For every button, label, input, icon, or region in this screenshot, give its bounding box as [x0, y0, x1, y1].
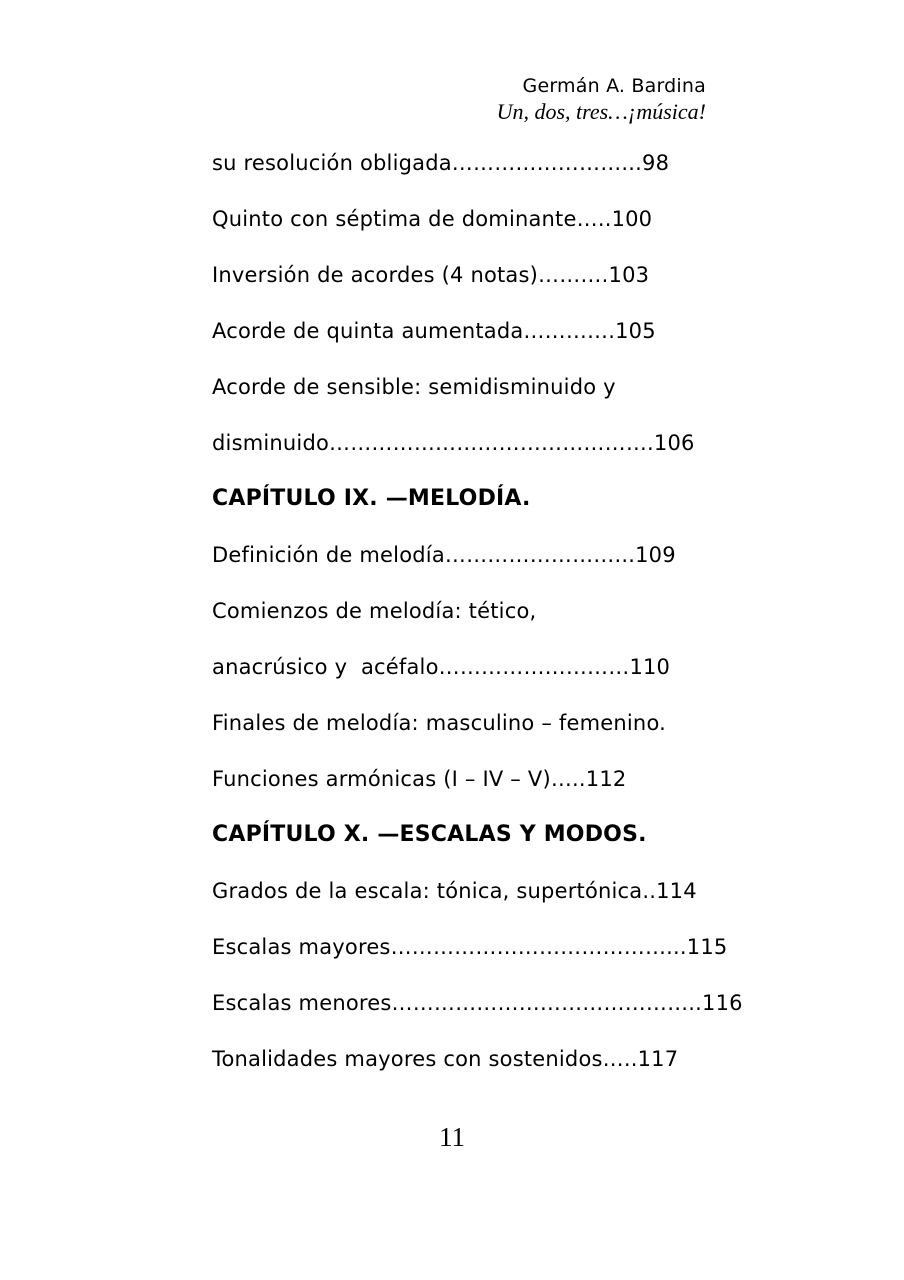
toc-entry: Escalas menores……………………………………..116 — [212, 991, 743, 1015]
toc-entry: Acorde de sensible: semidisminuido y — [212, 375, 616, 399]
table-of-contents — [0, 135, 904, 1087]
toc-entry: Inversión de acordes (4 notas)……….103 — [212, 263, 650, 287]
toc-entry: Comienzos de melodía: tético, — [212, 599, 537, 623]
toc-entry: Tonalidades mayores con sostenidos…..117 — [212, 1047, 679, 1071]
book-title: Un, dos, tres…¡música! — [496, 99, 706, 124]
page-number: 11 — [439, 1122, 465, 1152]
toc-entry: Acorde de quinta aumentada………….105 — [212, 319, 656, 343]
toc-entry: disminuido……………………………………….106 — [212, 431, 695, 455]
toc-entry: su resolución obligada……………………...98 — [212, 151, 670, 175]
toc-chapter-heading: CAPÍTULO IX. —MELODÍA. — [212, 486, 531, 511]
toc-entry: anacrúsico y acéfalo………………………110 — [212, 655, 671, 679]
toc-entry: Definición de melodía……………………...109 — [212, 543, 676, 567]
toc-entry: Quinto con séptima de dominante…..100 — [212, 207, 653, 231]
toc-chapter-heading: CAPÍTULO X. —ESCALAS Y MODOS. — [212, 822, 647, 847]
page-header — [0, 0, 904, 124]
toc-entry: Escalas mayores…………………………………...115 — [212, 935, 728, 959]
toc-entry: Grados de la escala: tónica, supertónica..114 — [212, 879, 697, 903]
toc-entry: Finales de melodía: masculino – femenino. — [212, 711, 666, 735]
toc-entry: Funciones armónicas (I – IV – V)…..112 — [212, 767, 627, 791]
author-name: Germán A. Bardina — [522, 75, 706, 97]
page-footer — [0, 1121, 904, 1153]
